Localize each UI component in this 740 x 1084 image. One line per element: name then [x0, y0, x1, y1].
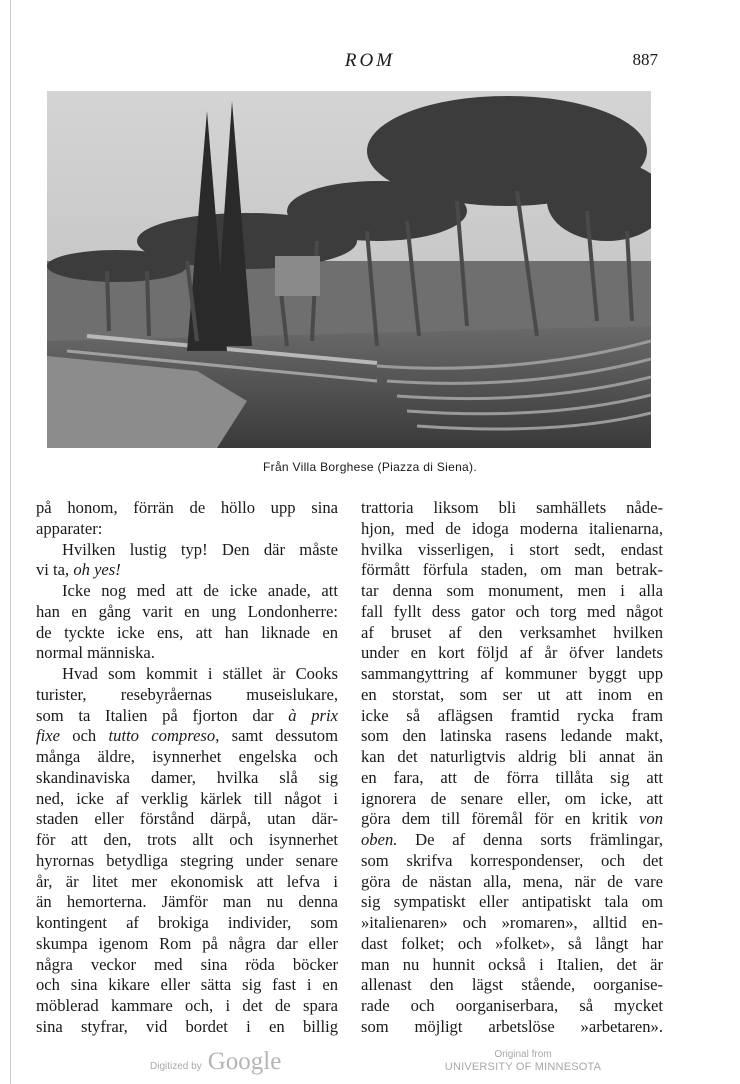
- page-number: 887: [632, 50, 658, 69]
- text-line: skandinaviska damer, hvilka slå sig: [36, 767, 338, 787]
- text-line: turister, resebyråernas museislukare,: [36, 684, 338, 704]
- text-line: [36, 560, 338, 581]
- text-line: hyrornas betydliga stegring under senare: [36, 850, 338, 870]
- text-line: »italienaren» och »romaren», alltid en-: [361, 913, 663, 932]
- italic-span: von: [639, 809, 663, 829]
- text-line: normal människa.: [36, 643, 155, 663]
- text-line: apparater:: [36, 518, 103, 538]
- page-edge-rule: [10, 0, 11, 1084]
- text-line: ned, icke af verklig kärlek till något i: [36, 788, 338, 808]
- text-line: icke så aflägsen framtid rycka fram: [361, 705, 663, 725]
- text-line: [36, 726, 338, 747]
- text-line: man nu hunnit också i Italien, det är: [361, 954, 663, 974]
- figure-caption: Från Villa Borghese (Piazza di Siena).: [263, 460, 477, 474]
- text-line: som den latinska rasens ledande makt,: [361, 726, 663, 746]
- text-line: sig sympatiskt eller antipatiskt tala om: [361, 892, 663, 912]
- text-line: Icke nog med att de icke anade, att: [62, 581, 338, 600]
- italic-span: tutto compreso,: [108, 726, 220, 746]
- text-line: hvilka visserligen, i stort sedt, endast: [361, 539, 663, 559]
- text-line: skumpa igenom Rom på några dar eller: [36, 933, 338, 953]
- villa-borghese-photograph: [47, 91, 651, 448]
- text-line: tar denna som monument, men i alla: [361, 581, 663, 600]
- italic-span: oh yes!: [73, 560, 121, 580]
- text-line: och sina kikare eller sätta sig fast i en: [36, 975, 338, 995]
- text-line: hjon, med de idoga moderna italienarna,: [361, 518, 663, 538]
- text-line: [36, 706, 338, 727]
- italic-span: oben.: [361, 830, 398, 849]
- text-span: och: [59, 726, 109, 746]
- text-line: några veckor med sina röda böcker: [36, 954, 338, 974]
- text-line: göra de nästan alla, mena, när de vare: [361, 871, 663, 891]
- text-line: många äldre, isynnerhet engelska och: [36, 747, 338, 766]
- institution-name: UNIVERSITY OF MINNESOTA: [444, 1061, 602, 1073]
- text-line: af bruset af den verksamhet hvilken: [361, 622, 663, 642]
- text-line: sina styfrar, vid bordet i en billig: [36, 1016, 338, 1036]
- right-text-column: [361, 498, 663, 1038]
- digitized-by-label: Digitized by: [150, 1061, 202, 1072]
- text-line: för att den, trots allt och isynnerhet: [36, 830, 338, 849]
- text-line: år, är litet mer ekonomisk att lefva i: [36, 871, 338, 891]
- text-line: rade och oorganiserbara, så mycket: [361, 996, 663, 1015]
- text-span: göra dem till föremål för en kritik: [361, 809, 640, 829]
- text-line: kontingent af brokiga individer, som: [36, 913, 338, 932]
- text-line: som skrifva korrespondenser, och det: [361, 850, 663, 870]
- text-line: staden eller förstånd därpå, utan där-: [36, 809, 338, 829]
- text-line: Hvilken lustig typ! Den där måste: [62, 539, 338, 559]
- left-text-column: [36, 498, 338, 1038]
- google-logo: Google: [207, 1048, 282, 1075]
- text-line: sammangyttring af kommuner byggt upp: [361, 664, 663, 683]
- italic-span: à prix: [288, 705, 338, 725]
- text-span: De af denna sorts främlingar,: [397, 830, 663, 849]
- text-line: allenast den lägst stående, oorganise-: [361, 975, 663, 995]
- text-line: Hvad som kommit i stället är Cooks: [62, 664, 338, 683]
- text-line: dast folket; och »folket», så långt har: [361, 933, 663, 953]
- italic-span: fixe: [36, 726, 60, 746]
- text-line: han en gång varit en ung Londonherre:: [36, 601, 338, 621]
- text-line: än hemorterna. Jämför man nu denna: [36, 892, 338, 912]
- text-span: samt dessutom: [219, 726, 339, 746]
- text-line: möblerad kammare och, i det de spara: [36, 996, 338, 1015]
- text-line: en fara, att de förra tillåta sig att: [361, 767, 663, 787]
- text-line: [361, 830, 663, 851]
- text-line: ignorera de senare eller, om icke, att: [361, 788, 663, 808]
- text-line: under en kort följd af år öfver landets: [361, 643, 663, 663]
- text-line: fall fyllt dess gator och torg med något: [361, 601, 663, 621]
- running-head-title: ROM: [344, 50, 396, 71]
- text-line: de tyckte icke ens, att han liknade en: [36, 622, 338, 642]
- original-from-label: Original from: [494, 1049, 552, 1060]
- text-span: som ta Italien på fjorton dar: [36, 705, 289, 725]
- text-line: på honom, förrän de höllo upp sina: [36, 498, 338, 517]
- text-line: en storstat, som ser ut att inom en: [361, 684, 663, 704]
- text-line: förmått förfula staden, om man betrak-: [361, 560, 663, 580]
- text-span: vi ta,: [36, 560, 74, 580]
- text-line: [361, 809, 663, 830]
- text-line: som möjligt arbetslöse »arbetaren».: [361, 1016, 663, 1036]
- text-line: kan det naturligtvis aldrig bli annat än: [361, 747, 663, 766]
- digitized-by-google-watermark: [150, 1048, 281, 1076]
- text-line: trattoria liksom bli samhällets nåde-: [361, 498, 663, 517]
- original-from-watermark: [440, 1048, 606, 1074]
